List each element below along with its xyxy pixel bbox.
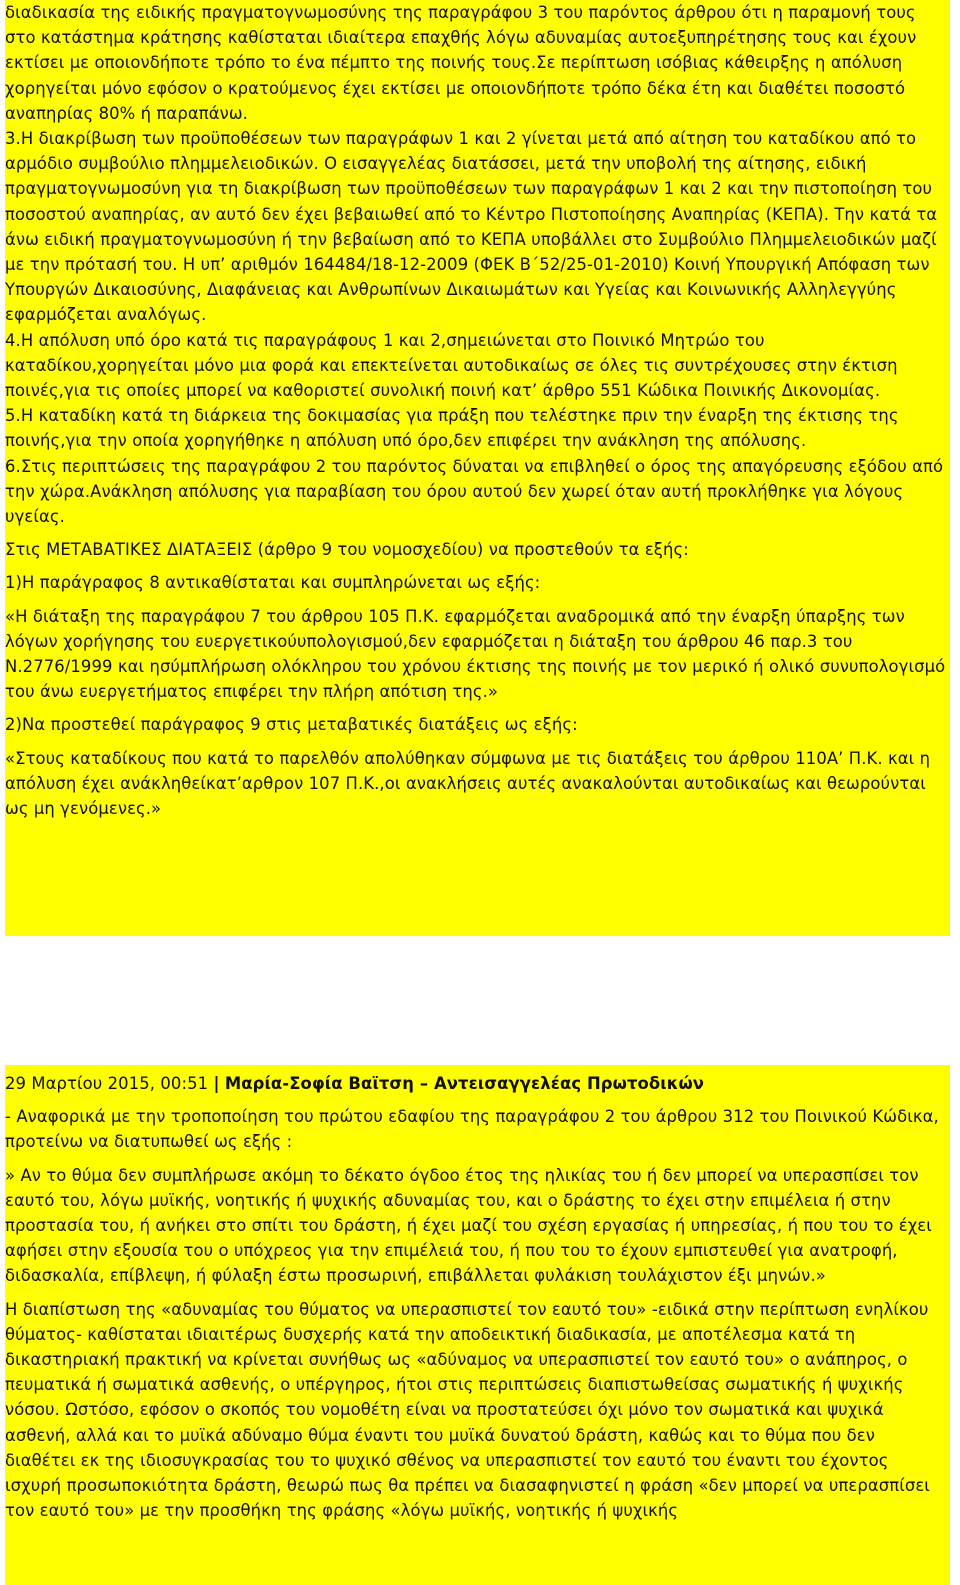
item-1-heading: 1)Η παράγραφος 8 αντικαθίσταται και συμπληρώνεται ως εξής: [5,573,541,593]
highlighted-section-legal-text [5,0,950,936]
paragraph-continuation: διαδικασία της ειδικής πραγματογνωμοσύνης της παραγράφου 3 του παρόντος άρθρου ότι η παραμονή τους στο κατάστημα κράτησης καθίσταται ιδιαίτερα επαχθής λόγω αδυναμίας αυτοεξυπηρέτησης τους και έχουν εκτίσει με οποιονδήποτε τρόπο το ένα πέμπτο της ποινής τους.Σε περίπτωση ισόβιας κάθειρξης η απόλυση χορηγείται μόνο εφόσον ο κρατούμενος έχει εκτίσει με οποιονδήποτε τρόπο δέκα έτη και διαθέτει ποσοστό αναπηρίας 80% ή παραπάνω. [5,3,917,123]
item-1-text: «Η διάταξη της παραγράφου 7 του άρθρου 105 Π.Κ. εφαρμόζεται αναδρομικά από την έναρξη ύπαρξης των λόγων χορήγησης του ευεργετικούυπολογισμού,δεν εφαρμόζεται η διάταξη του άρθρου 46 παρ.3 του Ν.2776/1999 και ησύμπλήρωση ολόκληρου του χρόνου έκτισης της ποινής με τον μερικό ή ολικό συνυπολογισμό του άνω ευεργετήματος επιφέρει την πλήρη απότιση της.» [5,606,946,702]
comment-author: Μαρία-Σοφία Βαϊτση – Αντεισαγγελέας Πρωτοδικών [224,1074,705,1093]
transitional-provisions-intro: Στις ΜΕΤΑΒΑΤΙΚΕΣ ΔΙΑΤΑΞΕΙΣ (άρθρο 9 του νομοσχεδίου) να προστεθούν τα εξής: [5,540,689,560]
comment-header [5,1071,946,1096]
comment-timestamp: 29 Μαρτίου 2015, 00:51 [5,1074,209,1093]
header-separator: | [213,1074,220,1093]
paragraph-4: 4.Η απόλυση υπό όρο κατά τις παραγράφους 1 και 2,σημειώνεται στο Ποινικό Μητρώο του καταδίκου,χορηγείται μόνο μια φορά και επεκτείνεται αυτοδικαίως σε όλες τις συντρέχουσες στην έκτιση ποινές,για τις οποίες μπορεί να καθοριστεί συνολική ποινή κατ’ άρθρο 551 Κώδικα Ποινικής Δικονομίας. [5,330,898,401]
item-2-heading: 2)Να προστεθεί παράγραφος 9 στις μεταβατικές διατάξεις ως εξής: [5,715,578,735]
paragraph-3: 3.Η διακρίβωση των προϋποθέσεων των παραγράφων 1 και 2 γίνεται μετά από αίτηση του καταδίκου από το αρμόδιο συμβούλιο πλημμελειοδικών. Ο εισαγγελέας διατάσσει, μετά την υποβολή της αίτησης, ειδική πραγματογνωμοσύνη για τη διακρίβωση των προϋποθέσεων των παραγράφων 1 και 2 και την πιστοποίηση του ποσοστού αναπηρίας, αν αυτό δεν έχει βεβαιωθεί από το Κέντρο Πιστοποίησης Αναπηρίας (ΚΕΠΑ). Την κατά τα άνω ειδική πραγματογνωμοσύνη ή την βεβαίωση από το ΚΕΠΑ υποβάλλει στο Συμβούλιο Πλημμελειοδικών μαζί με την πρότασή του. Η υπ’ αριθμόν 164484/18-12-2009 (ΦΕΚ Β΄52/25-01-2010) Κοινή Υπουργική Απόφαση των Υπουργών Δικαιοσύνης, Διαφάνειας και Ανθρωπίνων Δικαιωμάτων και Υγείας και Κοινωνικής Αλληλεγγύης εφαρμόζεται αναλόγως. [5,129,938,325]
comment-analysis: Η διαπίστωση της «αδυναμίας του θύματος να υπερασπιστεί τον εαυτό του» -ειδικά στην περίπτωση ενηλίκου θύματος- καθίσταται ιδιαιτέρως δυσχερής κατά την αποδεικτική διαδικασία, με αποτέλεσμα κατά τη δικαστηριακή πρακτική να κρίνεται συνήθως ως «αδύναμος να υπερασπιστεί τον εαυτό του» ο ανάπηρος, ο πευματικά ή σωματικά ασθενής, ο υπέργηρος, ήτοι στις περιπτώσεις διαπιστωθείσας σωματικής ή ψυχικής νόσου. Ωστόσο, εφόσον ο σκοπός του νομοθέτη είναι να προστατεύσει όχι μόνο τον σωματικά και ψυχικά ασθενή, αλλά και το μυϊκά αδύναμο θύμα έναντι του μυϊκά δυνατού δράστη, καθώς και το θύμα που δεν διαθέτει εκ της ιδιοσυγκρασίας του το ψυχικό σθένος να υπερασπιστεί τον εαυτό του έναντι του έχοντος ισχυρή προσωποκιότητα δράστη, θεωρώ πως θα πρέπει να διασαφηνιστεί η φράση «δεν μπορεί να υπερασπίσει τον εαυτό του» με την προσθήκη της φράσης «λόγω μυϊκής, νοητικής ή ψυχικής [5,1299,930,1521]
item-2-text: «Στους καταδίκους που κατά το παρελθόν απολύθηκαν σύμφωνα με τις διατάξεις του άρθρου 110Α’ Π.Κ. και η απόλυση έχει ανάκληθείκατ’αρθρον 107 Π.Κ.,οι ανακλήσεις αυτές ανακαλούνται αυτοδικαίως και θεωρούνται ως μη γενόμενες.» [5,748,931,819]
paragraph-6: 6.Στις περιπτώσεις της παραγράφου 2 του παρόντος δύναται να επιβληθεί ο όρος της απαγόρευσης εξόδου από την χώρα.Ανάκληση απόλυσης για παραβίαση του όρου αυτού δεν χωρεί όταν αυτή προκλήθηκε για λόγους υγείας. [5,456,944,527]
highlighted-section-comment [5,1065,950,1585]
paragraph-5: 5.Η καταδίκη κατά τη διάρκεια της δοκιμασίας για πράξη που τελέστηκε πριν την έναρξη της έκτισης της ποινής,για την οποία χορηγήθηκε η απόλυση υπό όρο,δεν επιφέρει την ανάκληση της απόλυσης. [5,406,899,451]
comment-intro: - Αναφορικά με την τροποποίηση του πρώτου εδαφίου της παραγράφου 2 του άρθρου 312 του Ποινικού Κώδικα, προτείνω να διατυπωθεί ως εξής : [5,1107,939,1152]
comment-proposed-text: » Αν το θύμα δεν συμπλήρωσε ακόμη το δέκατο όγδοο έτος της ηλικίας του ή δεν μπορεί να υπερασπίσει τον εαυτό του, λόγω μυϊκής, νοητικής ή ψυχικής αδυναμίας του, και ο δράστης το έχει στην επιμέλεια ή στην προστασία του, ή ανήκει στο σπίτι του δράστη, ή έχει μαζί του σχέση εργασίας ή υπηρεσίας, ή που του το έχει αφήσει στην εξουσία του ο υπόχρεος για την επιμέλειά του, ή που του το έχουν εμπιστευθεί για ανατροφή, διδασκαλία, επίβλεψη, ή φύλαξη έστω προσωρινή, επιβάλλεται φυλάκιση τουλάχιστον έξι μηνών.» [5,1165,932,1286]
